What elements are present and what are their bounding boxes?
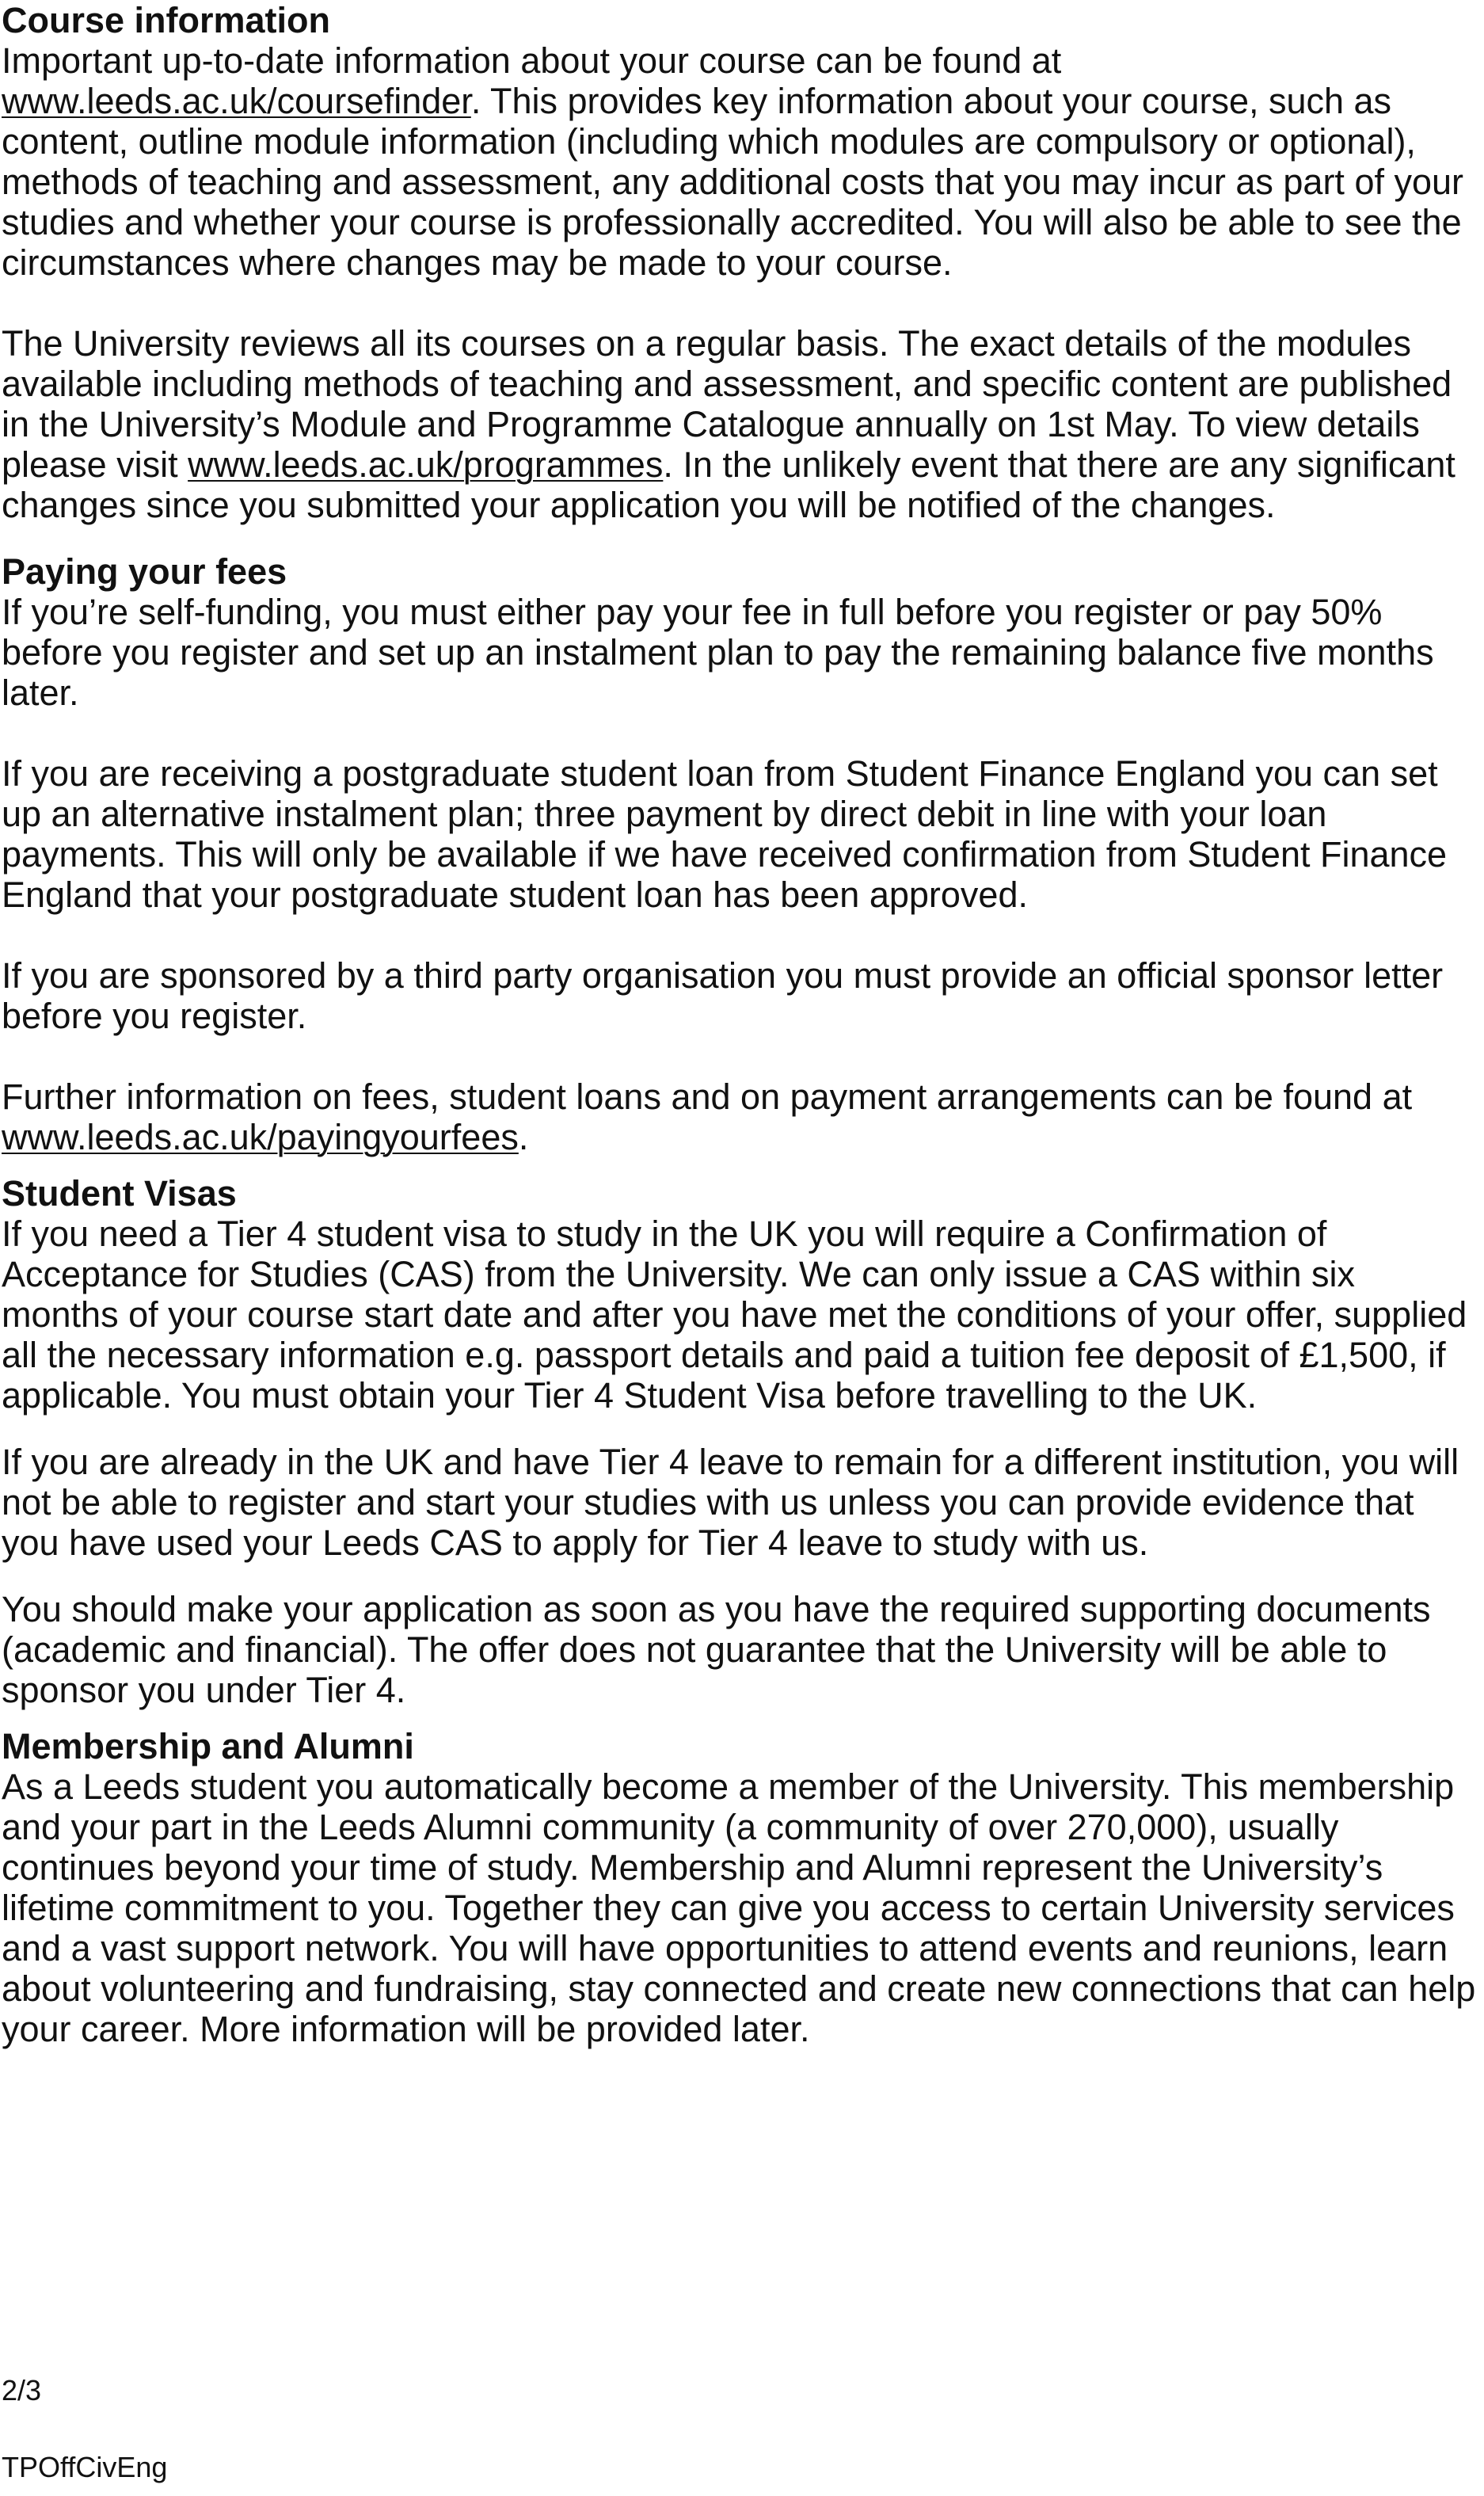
section-heading-paying-your-fees: Paying your fees	[2, 551, 287, 592]
paragraph-fees-4	[2, 1077, 1481, 1157]
paragraph-membership-1: As a Leeds student you automatically become a member of the University. This membership and your part in the Leeds Alumni community (a community of over 270,000), usually continues beyond your time of study. Membership and Alumni represent the University’s lifetime commitment to you. Together they can give you access to certain University services and a vast support network. You will have opportunities to attend events and reunions, learn about volunteering and fundraising, stay connected and create new connections that can help your career. More information will be provided later.	[2, 1766, 1476, 2049]
paragraph-visas-2: If you are already in the UK and have Tier 4 leave to remain for a different institution, you will not be able to register and start your studies with us unless you can provide evidence that you have used your Leeds CAS to apply for Tier 4 leave to study with us.	[2, 1442, 1459, 1563]
payingyourfees-link[interactable]: www.leeds.ac.uk/payingyourfees	[2, 1117, 519, 1157]
document-body	[2, 0, 1481, 2090]
section-heading-student-visas: Student Visas	[2, 1173, 237, 1214]
section-heading-course-information: Course information	[2, 0, 331, 40]
text-span: . In the unlikely event that there are any significant changes since you submitted your application you will be notified of the changes.	[2, 444, 1455, 525]
text-span: .	[518, 1117, 529, 1157]
coursefinder-link[interactable]: www.leeds.ac.uk/coursefinder	[2, 81, 471, 121]
text-span: Further information on fees, student loans and on payment arrangements can be found at	[2, 1077, 1413, 1117]
page-number: 2/3	[2, 2374, 42, 2406]
section-student-visas	[2, 1173, 1481, 1710]
paragraph-visas-1: If you need a Tier 4 student visa to study in the UK you will require a Confirmation of Acceptance for Studies (CAS) from the University. We can only issue a CAS within six months of your course start date and after you have met the conditions of your offer, supplied all the necessary information e.g. passport details and paid a tuition fee deposit of £1,500, if applicable. You must obtain your Tier 4 Student Visa before travelling to the UK.	[2, 1214, 1467, 1416]
paragraph-course-info-2	[2, 323, 1481, 525]
paragraph-fees-3: If you are sponsored by a third party organisation you must provide an official sponsor letter before you register.	[2, 955, 1444, 1036]
text-span: . This provides key information about your course, such as content, outline module information (including which modules are compulsory or optional), methods of teaching and assessment, any additional costs that you may incur as part of your studies and whether your course is professionally accredited. You will also be able to see the circumstances where changes may be made to your course.	[2, 81, 1464, 283]
paragraph-course-info-1	[2, 40, 1481, 283]
text-span: The University reviews all its courses on a regular basis. The exact details of the modules available including methods of teaching and assessment, and specific content are published in the University’s Module and Programme Catalogue annually on 1st May. To view details please visit	[2, 323, 1452, 485]
paragraph-fees-1: If you’re self-funding, you must either pay your fee in full before you register or pay 50% before you register and set up an instalment plan to pay the remaining balance five months later.	[2, 592, 1434, 713]
section-course-information	[2, 0, 1481, 525]
programmes-link[interactable]: www.leeds.ac.uk/programmes	[188, 444, 664, 485]
document-code: TPOffCivEng	[2, 2451, 168, 2483]
section-paying-your-fees	[2, 551, 1481, 1157]
paragraph-fees-2: If you are receiving a postgraduate student loan from Student Finance England you can set up an alternative instalment plan; three payment by direct debit in line with your loan payments. This will only be available if we have received confirmation from Student Finance England that your postgraduate student loan has been approved.	[2, 753, 1448, 915]
paragraph-visas-3: You should make your application as soon as you have the required supporting documents (academic and financial). The offer does not guarantee that the University will be able to sponsor you under Tier 4.	[2, 1589, 1431, 1710]
text-span: Important up-to-date information about your course can be found at	[2, 40, 1062, 81]
section-membership-alumni	[2, 1726, 1481, 2049]
section-heading-membership-alumni: Membership and Alumni	[2, 1726, 414, 1766]
